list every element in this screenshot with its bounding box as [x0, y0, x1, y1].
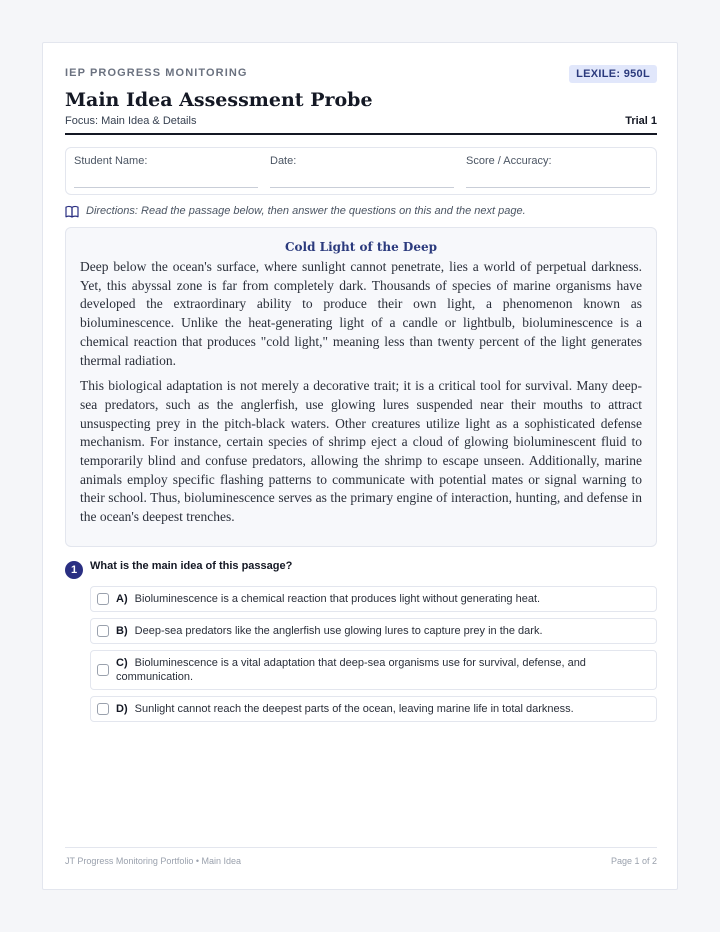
page-title: Main Idea Assessment Probe: [65, 89, 373, 111]
header-row: [65, 65, 657, 83]
student-info-box: [65, 147, 657, 195]
option-text: Deep-sea predators like the anglerfish use glowing lures to capture prey in the dark.: [134, 625, 543, 637]
option-text: Bioluminescence is a chemical reaction that produces light without generating heat.: [134, 593, 541, 605]
answer-option-c[interactable]: [90, 650, 657, 690]
option-letter: B): [116, 625, 128, 637]
footer-portfolio-label: JT Progress Monitoring Portfolio • Main Idea: [65, 856, 242, 866]
option-letter: A): [116, 593, 128, 605]
option-letter: C): [116, 657, 128, 669]
student-name-label: Student Name:: [74, 155, 148, 167]
eyebrow-label: IEP PROGRESS MONITORING: [65, 67, 248, 79]
answer-option-a[interactable]: [90, 586, 657, 612]
answer-option-b-content: [116, 624, 646, 638]
option-text: Bioluminescence is a vital adaptation that deep-sea organisms use for survival, defense, and communication.: [116, 657, 586, 683]
date-field[interactable]: [270, 155, 454, 167]
answer-option-c-content: [116, 656, 646, 684]
date-label: Date:: [270, 155, 297, 167]
answer-option-a-content: [116, 592, 646, 606]
reading-passage: [65, 227, 657, 547]
checkbox-c[interactable]: [97, 664, 109, 676]
checkbox-a[interactable]: [97, 593, 109, 605]
option-letter: D): [116, 703, 128, 715]
footer-page-number: Page 1 of 2: [610, 856, 657, 866]
passage-paragraph-2: This biological adaptation is not merely a decorative trait; it is a critical tool for survival. Many deep-sea predators, such as the anglerfish, use glowing lures suspended near their mouths to attract unsuspecting prey in the pitch-black waters. Other creatures utilize light as a sophisticated defense mechanism. For instance, certain species of shrimp eject a cloud of glowing bioluminescent fluid to temporarily blind and confuse predators, allowing the shrimp to escape unseen. Additionally, marine animals employ specific flashing patterns to communicate with potential mates or signal warning to their school. Thus, bioluminescence serves as the primary engine of interaction, hunting, and defense in the ocean's deepest trenches.: [80, 378, 642, 525]
answer-option-b[interactable]: [90, 618, 657, 644]
passage-paragraph-1: Deep below the ocean's surface, where sunlight cannot penetrate, lies a world of perpetual darkness. Yet, this abyssal zone is far from completely dark. Thousands of species of marine organisms have developed the extraordinary ability to produce their own light, a phenomenon known as bioluminescence. Unlike the heat-generating light of a candle or lightbulb, bioluminescence is a chemical reaction that produces "cold light," meaning less than twenty percent of the light generates thermal radiation.: [80, 259, 642, 368]
checkbox-b[interactable]: [97, 625, 109, 637]
score-line: [466, 187, 650, 188]
page-footer: [65, 847, 657, 867]
focus-label: Focus: Main Idea & Details: [65, 115, 197, 127]
directions: [65, 204, 657, 220]
question-number-badge: 1: [65, 561, 83, 579]
passage-title: Cold Light of the Deep: [284, 240, 437, 254]
book-icon: [65, 205, 79, 218]
question-text: What is the main idea of this passage?: [90, 560, 293, 572]
lexile-badge: LEXILE: 950L: [569, 65, 657, 83]
option-text: Sunlight cannot reach the deepest parts of the ocean, leaving marine life in total darkness.: [134, 703, 574, 715]
date-line: [270, 187, 454, 188]
directions-text: Directions: Read the passage below, then answer the questions on this and the next page.: [86, 205, 526, 217]
score-field[interactable]: [466, 155, 650, 167]
trial-label: Trial 1: [625, 115, 657, 127]
student-name-field[interactable]: [74, 155, 258, 167]
score-label: Score / Accuracy:: [466, 155, 552, 167]
student-name-line: [74, 187, 258, 188]
worksheet-page: [42, 42, 678, 890]
answer-option-d-content: [116, 702, 646, 716]
checkbox-d[interactable]: [97, 703, 109, 715]
focus-row: [65, 115, 657, 135]
answer-option-d[interactable]: [90, 696, 657, 722]
